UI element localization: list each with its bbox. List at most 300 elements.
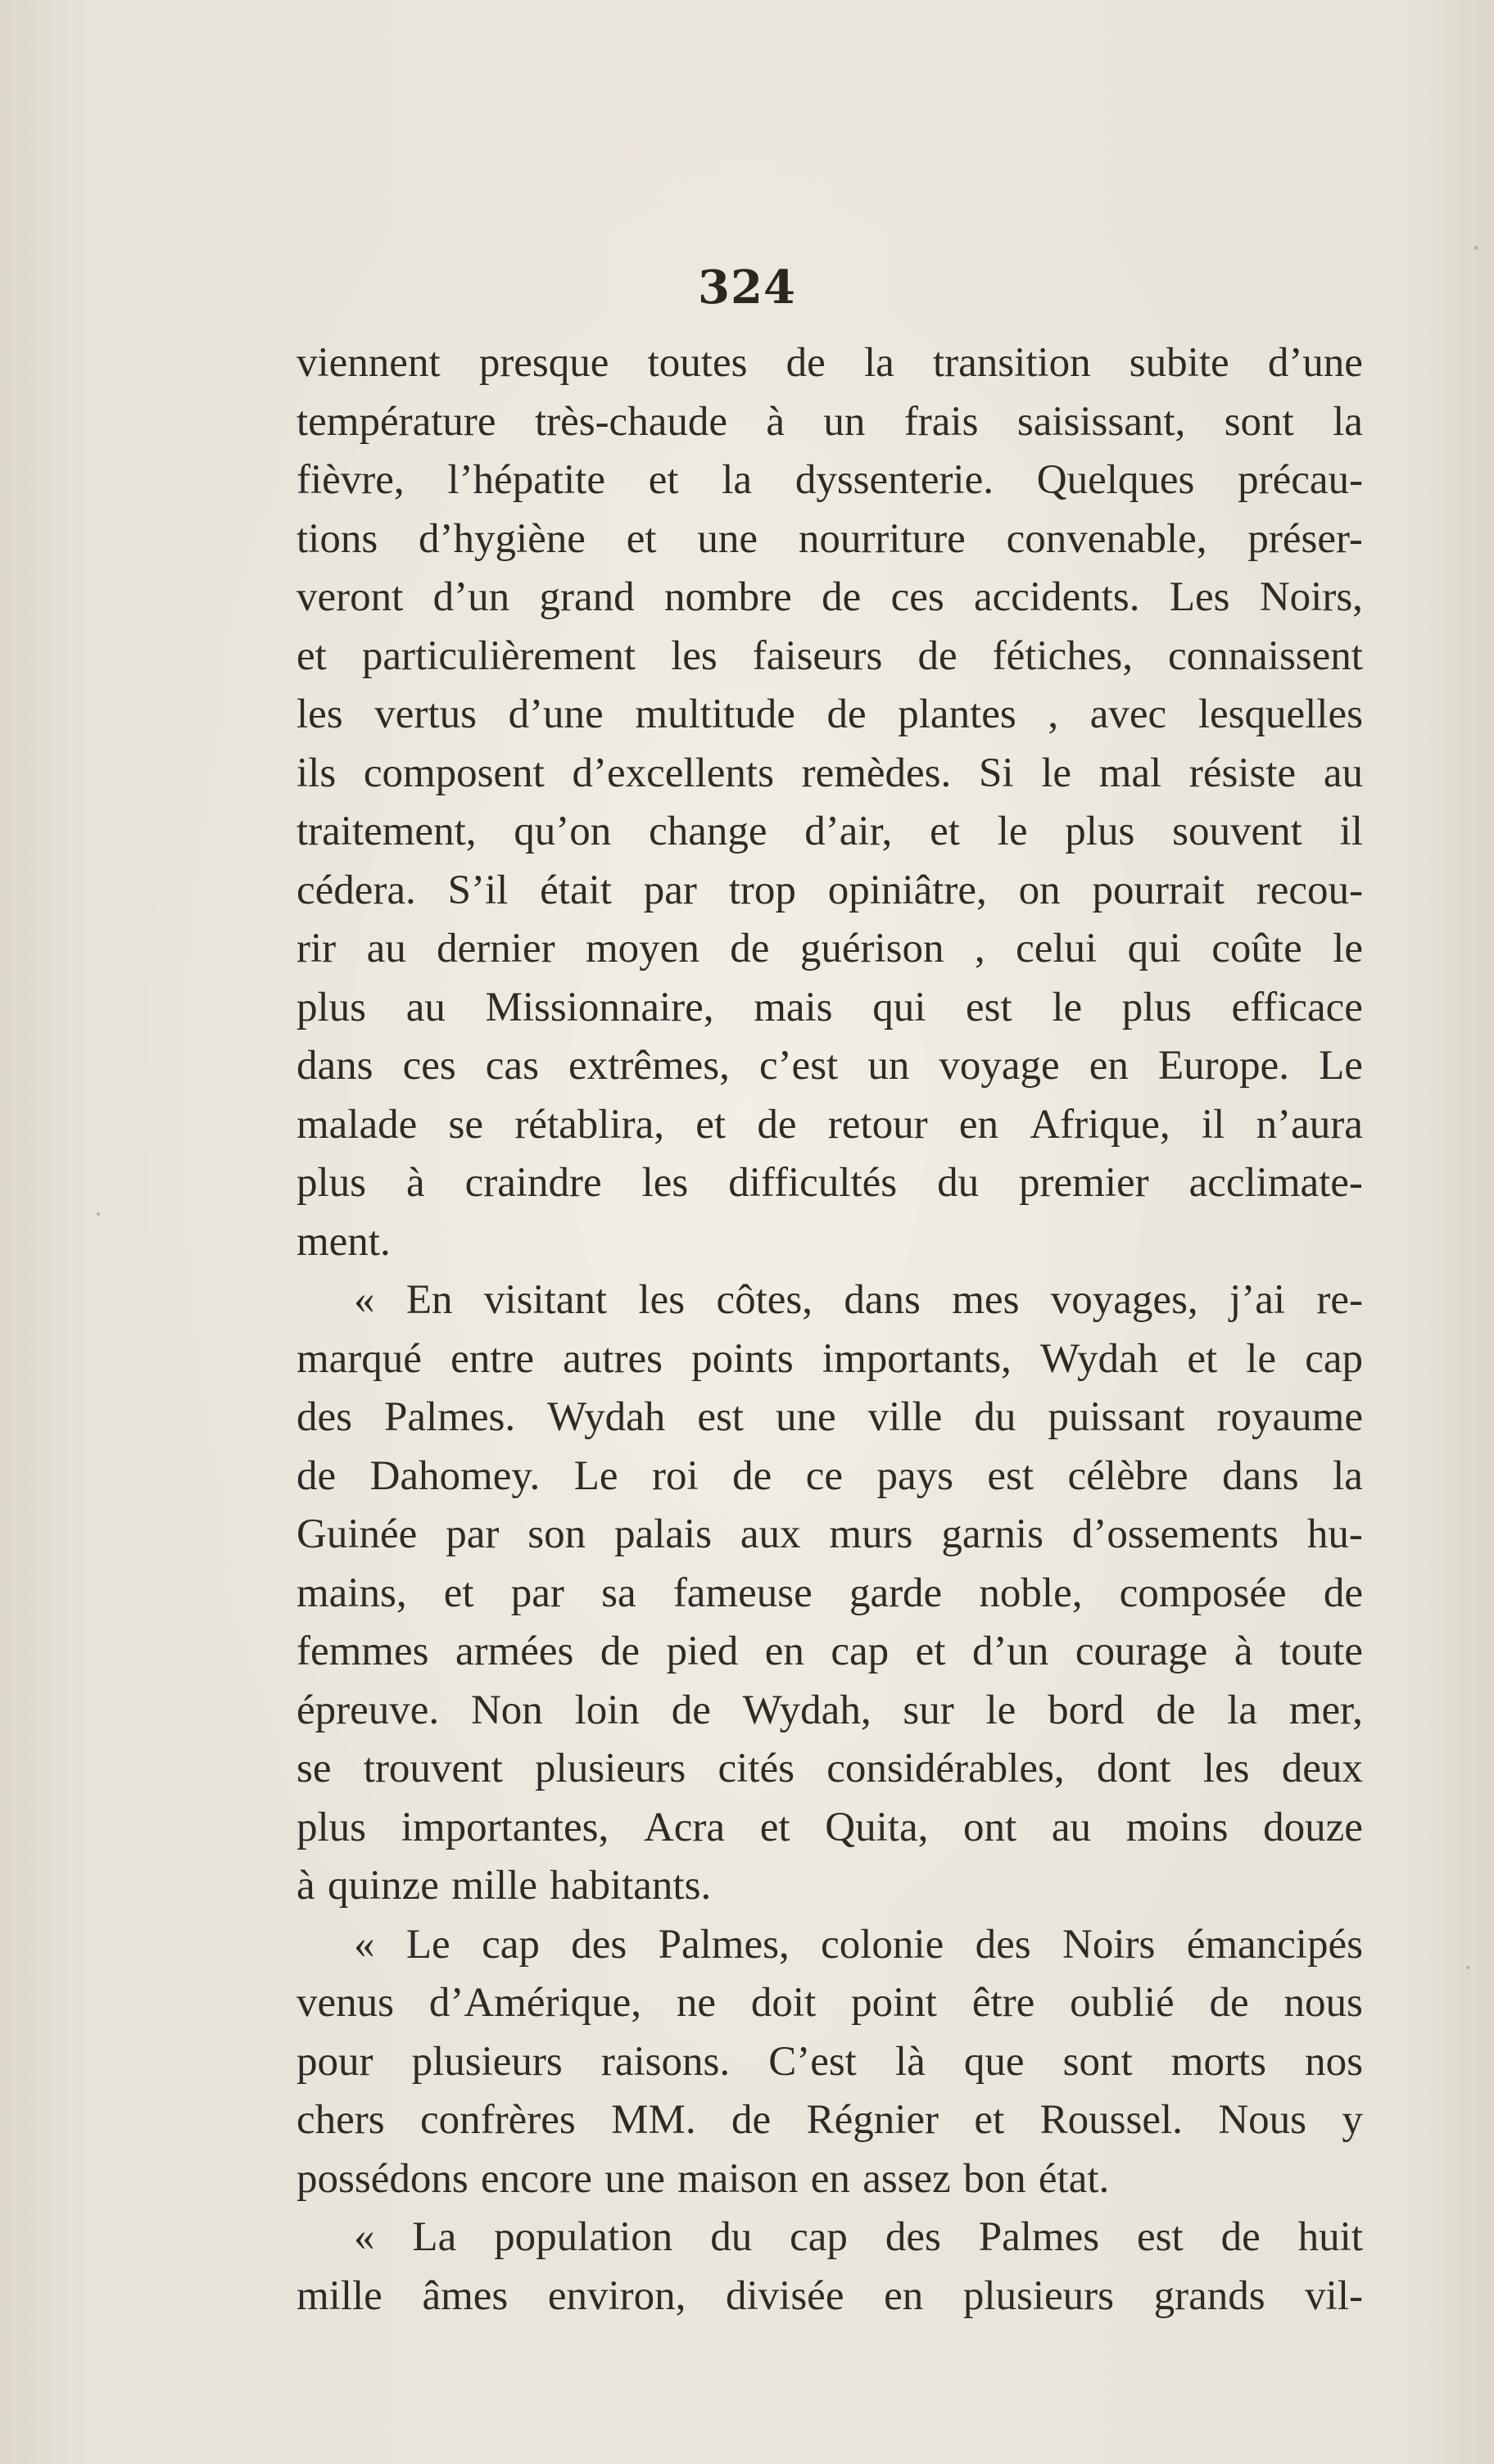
word: ils (297, 750, 337, 796)
word: La (412, 2214, 457, 2260)
word: est (966, 984, 1012, 1030)
word: premier (1019, 1160, 1149, 1206)
word: rir (297, 926, 337, 972)
word: divisée (726, 2272, 844, 2319)
word: cap (482, 1921, 540, 1968)
word: quinze (327, 1863, 439, 1909)
word: d’une (508, 691, 604, 737)
word: trouvent (363, 1746, 503, 1791)
word: armées (455, 1628, 574, 1674)
word: âmes (422, 2272, 509, 2319)
page-number: 324 (698, 260, 796, 315)
text-line (297, 2091, 1363, 2150)
word: lesquelles (1197, 691, 1363, 737)
word: Nous (1218, 2097, 1306, 2143)
word: particulièrement (361, 632, 636, 679)
word: colonie (821, 1921, 944, 1968)
word: en (1089, 1043, 1129, 1089)
word: Le (405, 1921, 450, 1968)
word: avec (1089, 691, 1167, 737)
word: Acra (643, 1804, 726, 1850)
word: remèdes. (801, 750, 952, 796)
text-line (297, 1682, 1363, 1741)
word: voyages, (1050, 1277, 1198, 1323)
word: le (997, 808, 1028, 854)
word: Afrique, (1030, 1101, 1170, 1148)
word: importantes, (401, 1804, 609, 1850)
word: de (600, 1628, 640, 1674)
word: population (494, 2214, 673, 2260)
word: confrères (420, 2097, 576, 2143)
word: le (1333, 926, 1363, 972)
word: oublié (1070, 1980, 1175, 2026)
word: résiste (1188, 750, 1297, 796)
paper-speck (1466, 1966, 1469, 1969)
text-line (297, 1916, 1363, 1975)
text-line (297, 627, 1363, 686)
word: nous (1283, 1980, 1363, 2026)
word: puissant (1048, 1394, 1185, 1440)
word: visitant (483, 1277, 608, 1323)
word: raisons. (600, 2038, 731, 2085)
word: opiniâtre, (827, 867, 987, 913)
text-line (297, 1271, 1363, 1330)
text-line (297, 1447, 1363, 1506)
word: du (974, 1394, 1016, 1440)
word: un (823, 398, 866, 445)
word: de (826, 691, 867, 737)
word: courage (1075, 1628, 1208, 1674)
word: qu’on (514, 808, 612, 854)
word: mains, (297, 1569, 407, 1616)
word: , (1048, 691, 1059, 737)
word: change (649, 808, 767, 854)
word: re- (1316, 1277, 1363, 1323)
word: assez (862, 2155, 951, 2202)
word: d’un (971, 1628, 1049, 1674)
word: royaume (1216, 1394, 1363, 1440)
word: dans (1222, 1452, 1299, 1499)
word: plusieurs (411, 2038, 563, 2085)
word: préser- (1247, 515, 1363, 562)
word: le (985, 1687, 1016, 1733)
word: en (810, 2155, 850, 2202)
word: est (1137, 2214, 1184, 2260)
word: et (695, 1101, 727, 1148)
word: cédera. (297, 867, 416, 913)
word: j’ai (1229, 1277, 1286, 1323)
word: au (1323, 750, 1363, 796)
word: et (974, 2097, 1005, 2143)
word: points (691, 1335, 794, 1382)
word: maison (677, 2155, 799, 2202)
word: mal (1098, 750, 1162, 796)
word: huit (1297, 2214, 1363, 2260)
word: de (671, 1687, 711, 1733)
word: à (406, 1160, 425, 1206)
word: aux (740, 1511, 801, 1557)
word: autres (563, 1335, 663, 1382)
word: celui (1016, 926, 1098, 972)
text-line (297, 979, 1363, 1038)
word: recou- (1256, 867, 1363, 913)
word: MM. (611, 2097, 696, 2143)
word: fétiches, (992, 632, 1133, 679)
word: des (975, 1921, 1031, 1968)
word: loin (574, 1687, 640, 1733)
text-line (297, 334, 1363, 393)
word: malade (297, 1101, 418, 1148)
word: dans (297, 1043, 374, 1089)
word: Le (573, 1452, 618, 1499)
word: Le (1319, 1043, 1363, 1089)
word: bord (1048, 1687, 1125, 1733)
word: l’hépatite (447, 457, 605, 503)
word: grand (539, 574, 635, 620)
word: importants, (822, 1335, 1012, 1382)
word: nourriture (798, 515, 966, 562)
word: est (987, 1452, 1034, 1499)
word: Les (1169, 574, 1230, 620)
word: vertus (374, 691, 477, 737)
word: , (974, 926, 985, 972)
word: bon (963, 2155, 1026, 2202)
word: chers (297, 2097, 385, 2143)
word: des (571, 1921, 627, 1968)
word: subite (1129, 340, 1229, 386)
word: Missionnaire, (485, 984, 714, 1030)
text-line (297, 1213, 1363, 1272)
word: plusieurs (962, 2272, 1114, 2319)
text-line (297, 1740, 1363, 1799)
word: très-chaude (534, 398, 727, 445)
word: Si (978, 750, 1014, 796)
word: dont (1096, 1746, 1171, 1791)
word: Quelques (1036, 457, 1195, 503)
word: une (697, 515, 758, 562)
word: roi (652, 1452, 699, 1499)
word: Non (470, 1687, 543, 1733)
word: par (446, 1511, 500, 1557)
word: précau- (1238, 457, 1363, 503)
word: le (1246, 1335, 1277, 1382)
word: était (540, 867, 612, 913)
word: en (764, 1628, 804, 1674)
word: plus (1065, 808, 1135, 854)
word: et (915, 1628, 946, 1674)
word: moins (1125, 1804, 1229, 1850)
body-text (297, 334, 1363, 2326)
text-line (297, 1330, 1363, 1389)
word: à (1234, 1628, 1253, 1674)
word: connaissent (1168, 632, 1363, 679)
word: un (867, 1043, 910, 1089)
word: y (1342, 2097, 1363, 2143)
word: sur (903, 1687, 954, 1733)
word: et (1187, 1335, 1218, 1382)
word: plusieurs (535, 1746, 686, 1791)
word: environ, (547, 2272, 686, 2319)
word: mais (754, 984, 833, 1030)
word: par (510, 1569, 564, 1616)
word: ne (676, 1980, 717, 2026)
word: de (1156, 1687, 1196, 1733)
word: de (917, 632, 958, 679)
word: efficace (1231, 984, 1363, 1030)
word: qui (872, 984, 926, 1030)
word: et (759, 1804, 790, 1850)
word: au (1051, 1804, 1092, 1850)
text-line (297, 2208, 1363, 2267)
text-line (297, 451, 1363, 510)
word: célèbre (1067, 1452, 1188, 1499)
word: composent (363, 750, 545, 796)
word: Wydah (547, 1394, 666, 1440)
word: Wydah, (742, 1687, 872, 1733)
word: cap (1305, 1335, 1363, 1382)
word: à (766, 398, 785, 445)
word: des (885, 2214, 941, 2260)
word: extrêmes, (568, 1043, 730, 1089)
word: les (1202, 1746, 1250, 1791)
word: coûte (1211, 926, 1302, 972)
word: traitement, (297, 808, 477, 854)
word: plus (297, 984, 367, 1030)
word: murs (829, 1511, 913, 1557)
word: dernier (437, 926, 555, 972)
word: le (1052, 984, 1083, 1030)
word: que (963, 2038, 1025, 2085)
text-line (297, 1037, 1363, 1096)
word: plus (297, 1160, 367, 1206)
word: acclimate- (1188, 1160, 1363, 1206)
word: de (297, 1452, 337, 1499)
word: se (297, 1746, 332, 1791)
text-line (297, 2267, 1363, 2326)
word: hu- (1306, 1511, 1363, 1557)
word: moyen (586, 926, 699, 972)
word: morts (1170, 2038, 1266, 2085)
word: la (722, 457, 753, 503)
word: et (443, 1569, 474, 1616)
word: accidents. (974, 574, 1140, 620)
word: craindre (464, 1160, 602, 1206)
text-line (297, 686, 1363, 745)
word: se (448, 1101, 484, 1148)
word: trop (728, 867, 796, 913)
text-line (297, 1388, 1363, 1447)
word: la (863, 340, 894, 386)
word: ce (805, 1452, 843, 1499)
word: marqué (297, 1335, 422, 1382)
paper-speck (97, 1212, 100, 1216)
word: au (366, 926, 406, 972)
word: plus (297, 1804, 367, 1850)
word: palais (613, 1511, 712, 1557)
word: des (297, 1394, 352, 1440)
word: d’excellents (572, 750, 774, 796)
word: d’Amérique, (428, 1980, 642, 2026)
word: mille (451, 1863, 538, 1909)
word: tions (297, 515, 378, 562)
word: être (971, 1980, 1035, 2026)
word: mille (297, 2272, 383, 2319)
word: de (730, 926, 770, 972)
word: d’un (432, 574, 510, 620)
word: une (776, 1394, 836, 1440)
text-line (297, 2150, 1363, 2209)
word: souvent (1172, 808, 1302, 854)
word: de (822, 574, 862, 620)
word: douze (1263, 1804, 1363, 1850)
word: le (1041, 750, 1072, 796)
word: du (937, 1160, 980, 1206)
word: pourrait (1092, 867, 1225, 913)
word: saisissant, (1016, 398, 1186, 445)
text-line (297, 568, 1363, 627)
word: voyage (939, 1043, 1060, 1089)
word: de (1220, 2214, 1261, 2260)
word: ville (867, 1394, 943, 1440)
word: toute (1279, 1628, 1363, 1674)
text-line (297, 1799, 1363, 1858)
word: guérison (799, 926, 944, 972)
word: en (958, 1101, 999, 1148)
text-line (297, 2033, 1363, 2092)
text-line (297, 920, 1363, 979)
word: « (354, 1921, 375, 1968)
word: venus (297, 1980, 394, 2026)
word: Régnier (806, 2097, 939, 2143)
word: possédons (297, 2155, 469, 2202)
word: Dahomey. (369, 1452, 541, 1499)
word: viennent (297, 340, 441, 386)
word: C’est (768, 2038, 857, 2085)
word: multitude (635, 691, 795, 737)
text-line (297, 393, 1363, 452)
word: « (354, 2214, 375, 2260)
word: pied (666, 1628, 739, 1674)
word: c’est (758, 1043, 839, 1089)
word: « (354, 1277, 375, 1323)
word: par (643, 867, 697, 913)
word: cités (718, 1746, 795, 1791)
word: une (604, 2155, 665, 2202)
word: habitants. (550, 1863, 712, 1909)
word: S’il (447, 867, 509, 913)
word: à (297, 1863, 315, 1909)
text-line (297, 1974, 1363, 2033)
word: Noirs, (1259, 574, 1363, 620)
word: ces (402, 1043, 456, 1089)
word: pays (876, 1452, 953, 1499)
word: retour (827, 1101, 928, 1148)
word: vil- (1305, 2272, 1363, 2319)
text-line (297, 1506, 1363, 1565)
word: presque (478, 340, 609, 386)
text-line (297, 803, 1363, 862)
word: point (851, 1980, 937, 2026)
word: encore (480, 2155, 592, 2202)
word: d’ossements (1071, 1511, 1279, 1557)
word: d’air, (804, 808, 893, 854)
word: cap (831, 1628, 890, 1674)
word: épreuve. (297, 1687, 440, 1733)
word: plantes (898, 691, 1016, 737)
word: transition (932, 340, 1091, 386)
word: est (697, 1394, 744, 1440)
word: de (757, 1101, 797, 1148)
word: grands (1153, 2272, 1265, 2319)
word: ces (890, 574, 944, 620)
word: de (1323, 1569, 1363, 1616)
word: deux (1281, 1746, 1363, 1791)
word: Palmes, (658, 1921, 790, 1968)
paper-speck (1474, 246, 1478, 250)
word: veront (297, 574, 404, 620)
word: plus (1121, 984, 1192, 1030)
word: fameuse (672, 1569, 813, 1616)
word: n’aura (1256, 1101, 1363, 1148)
word: son (527, 1511, 586, 1557)
word: Quita, (825, 1804, 929, 1850)
word: faiseurs (752, 632, 883, 679)
word: de (731, 2097, 772, 2143)
text-line (297, 862, 1363, 921)
word: il (1339, 808, 1363, 854)
word: composée (1119, 1569, 1287, 1616)
word: cap (790, 2214, 848, 2260)
word: là (894, 2038, 926, 2085)
word: et (626, 515, 657, 562)
word: ment. (297, 1218, 391, 1265)
text-line (297, 1154, 1363, 1213)
word: de (732, 1452, 772, 1499)
text-line (297, 510, 1363, 569)
word: les (641, 1160, 689, 1206)
word: d’hygiène (419, 515, 586, 562)
word: sont (1062, 2038, 1133, 2085)
word: garde (849, 1569, 943, 1616)
word: de (1209, 1980, 1249, 2026)
word: fièvre, (297, 457, 405, 503)
word: femmes (297, 1628, 429, 1674)
word: Noirs (1062, 1921, 1156, 1968)
word: côtes, (716, 1277, 813, 1323)
word: la (1227, 1687, 1258, 1733)
word: difficultés (728, 1160, 898, 1206)
word: dyssenterie. (795, 457, 994, 503)
word: on (1018, 867, 1061, 913)
word: Europe. (1158, 1043, 1290, 1089)
word: cas (485, 1043, 539, 1089)
word: ont (963, 1804, 1017, 1850)
word: rétablira, (514, 1101, 664, 1148)
word: Roussel. (1039, 2097, 1183, 2143)
word: mes (952, 1277, 1020, 1323)
word: doit (750, 1980, 817, 2026)
word: Guinée (297, 1511, 418, 1557)
word: dans (844, 1277, 921, 1323)
word: nombre (663, 574, 792, 620)
word: qui (1127, 926, 1181, 972)
word: les (638, 1277, 686, 1323)
text-line (297, 745, 1363, 804)
word: sont (1224, 398, 1294, 445)
word: au (405, 984, 446, 1030)
word: Palmes (978, 2214, 1100, 2260)
word: toutes (647, 340, 748, 386)
